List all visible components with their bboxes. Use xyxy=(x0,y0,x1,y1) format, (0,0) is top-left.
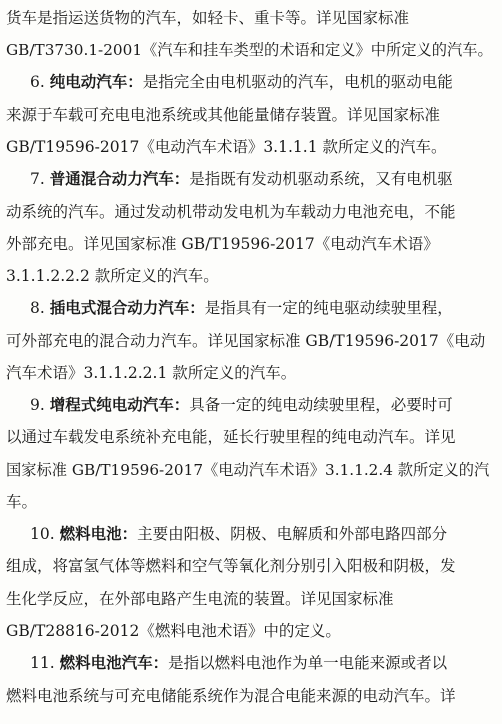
text-line xyxy=(6,329,496,353)
definition-heading-11 xyxy=(30,651,496,675)
text-line xyxy=(6,587,496,611)
item-number: 9. xyxy=(30,396,50,414)
text-line xyxy=(6,6,496,30)
term-label: 燃料电池汽车： xyxy=(59,654,169,672)
item-number: 11. xyxy=(30,654,60,672)
line-text: 国家标准 GB/T19596-2017《电动汽车术语》3.1.1.2.4 款所定义的汽 xyxy=(6,461,490,479)
text-line xyxy=(6,38,496,62)
text-line xyxy=(6,554,496,578)
definition-heading-10 xyxy=(30,522,496,546)
line-text: 是指既有发动机驱动系统，又有电机驱 xyxy=(189,170,453,188)
term-label: 插电式混合动力汽车： xyxy=(49,299,205,317)
line-text: 组成，将富氢气体等燃料和空气等氧化剂分别引入阳极和阴极，发 xyxy=(6,557,456,575)
text-line xyxy=(6,361,496,385)
line-text: 是指完全由电机驱动的汽车，电机的驱动电能 xyxy=(142,73,453,91)
definition-heading-9 xyxy=(30,393,496,417)
line-text: 是指以燃料电池作为单一电能来源或者以 xyxy=(168,654,448,672)
item-number: 7. xyxy=(30,170,50,188)
definition-heading-7 xyxy=(30,167,496,191)
term-label: 燃料电池： xyxy=(59,525,138,543)
definition-heading-8 xyxy=(30,296,496,320)
item-number: 6. xyxy=(30,73,50,91)
text-line xyxy=(6,200,496,224)
term-label: 纯电动汽车： xyxy=(49,73,143,91)
term-label: 普通混合动力汽车： xyxy=(49,170,190,188)
line-text: 3.1.1.2.2.2 款所定义的汽车。 xyxy=(6,267,219,285)
text-line xyxy=(6,619,496,643)
line-text: GB/T19596-2017《电动汽车术语》3.1.1.1 款所定义的汽车。 xyxy=(6,138,447,156)
line-text: 汽车术语》3.1.1.2.2.1 款所定义的汽车。 xyxy=(6,364,297,382)
line-text: 燃料电池系统与可充电储能系统作为混合电能来源的电动汽车。详 xyxy=(6,687,456,705)
line-text: 是指具有一定的纯电驱动续驶里程， xyxy=(204,299,453,317)
text-line xyxy=(6,103,496,127)
line-text: 可外部充电的混合动力汽车。详见国家标准 GB/T19596-2017《电动 xyxy=(6,332,486,350)
text-line xyxy=(6,490,496,514)
line-text: 来源于车载可充电电池系统或其他能量储存装置。详见国家标准 xyxy=(6,106,441,124)
line-text: 生化学反应，在外部电路产生电流的装置。详见国家标准 xyxy=(6,590,394,608)
text-line xyxy=(6,458,496,482)
text-line xyxy=(6,232,496,256)
text-line xyxy=(6,264,496,288)
line-text: 外部充电。详见国家标准 GB/T19596-2017《电动汽车术语》 xyxy=(6,235,439,253)
line-text: 动系统的汽车。通过发动机带动发电机为车载动力电池充电，不能 xyxy=(6,203,456,221)
text-line xyxy=(6,135,496,159)
line-text: GB/T3730.1-2001《汽车和挂车类型的术语和定义》中所定义的汽车。 xyxy=(6,41,493,59)
line-text: 具备一定的纯电动续驶里程，必要时可 xyxy=(189,396,453,414)
line-text: 货车是指运送货物的汽车，如轻卡、重卡等。详见国家标准 xyxy=(6,9,410,27)
definition-heading-6 xyxy=(30,70,496,94)
item-number: 8. xyxy=(30,299,50,317)
line-text: GB/T28816-2012《燃料电池术语》中的定义。 xyxy=(6,622,341,640)
line-text: 主要由阳极、阴极、电解质和外部电路四部分 xyxy=(137,525,448,543)
term-label: 增程式纯电动汽车： xyxy=(49,396,190,414)
text-line xyxy=(6,425,496,449)
line-text: 以通过车载发电系统补充电能，延长行驶里程的纯电动汽车。详见 xyxy=(6,428,456,446)
item-number: 10. xyxy=(30,525,60,543)
line-text: 车。 xyxy=(6,493,38,511)
text-line xyxy=(6,684,496,708)
